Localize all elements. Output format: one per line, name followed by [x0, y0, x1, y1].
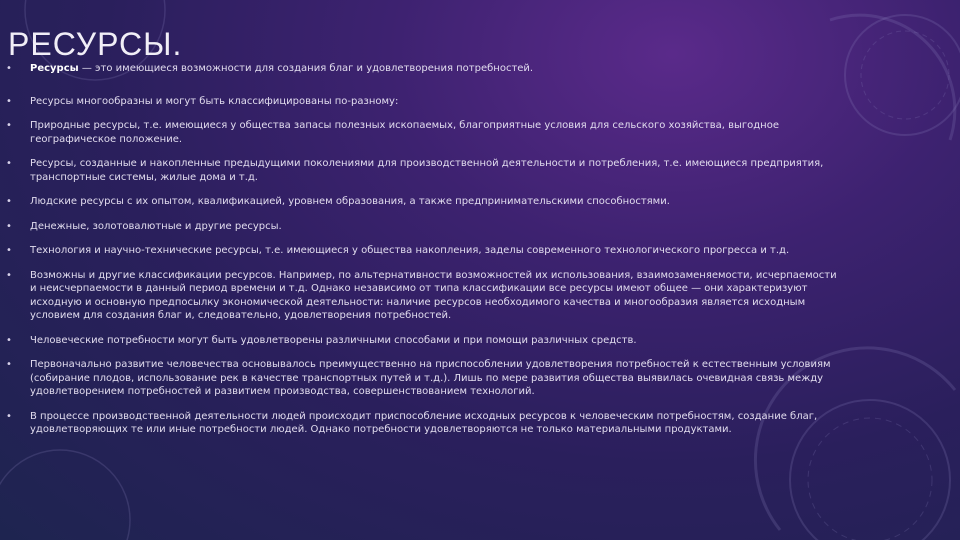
- bullet-icon: •: [6, 158, 12, 169]
- bullet-text: Возможны и другие классификации ресурсов. Например, по альтернативности возможностей их использования, взаимозаменяемости, исчерпаемости и неисчерпаемости в данный период времени и т.д. Однако независимо от типа классификации все ресурсы имеют общее — они характеризуют исходную и основную предпосылку экономической деятельности: наличие ресурсов необходимого качества и многообразия является исходным условием для создания благ и, следовательно, удовлетворения потребностей.: [30, 269, 837, 321]
- bullet-item: [6, 410, 844, 437]
- bullet-text: Людские ресурсы с их опытом, квалификацией, уровнем образования, а также предпринимательскими способностями.: [30, 196, 670, 207]
- bullet-item: [6, 95, 844, 109]
- bullet-item: [6, 358, 844, 399]
- bullet-icon: •: [6, 95, 12, 107]
- bullet-icon: •: [6, 245, 12, 256]
- bullet-item: [6, 62, 844, 76]
- deco-ring-bottom-left: [0, 450, 130, 540]
- bullet-icon: •: [6, 120, 12, 131]
- bullet-text: Природные ресурсы, т.е. имеющиеся у общества запасы полезных ископаемых, благоприятные условия для сельского хозяйства, выгодное географическое положение.: [30, 120, 779, 145]
- bullet-item: [6, 157, 844, 184]
- slide-title: РЕСУРСЫ.: [8, 26, 183, 62]
- bullet-item: [6, 269, 844, 323]
- bullet-icon: •: [6, 63, 12, 74]
- bullet-text: Ресурсы, созданные и накопленные предыдущими поколениями для производственной деятельности и потребления, т.е. имеющиеся предприятия, транспортные системы, жилые дома и т.д.: [30, 158, 824, 183]
- deco-ring-top-right-inner: [861, 31, 949, 119]
- bullet-item: [6, 119, 844, 146]
- bullet-item: [6, 220, 844, 234]
- bullet-text: Денежные, золотовалютные и другие ресурсы.: [30, 220, 282, 232]
- bullet-icon: •: [6, 196, 12, 207]
- bullet-icon: •: [6, 410, 12, 422]
- deco-ring-top-right: [845, 15, 960, 135]
- bullet-item: [6, 244, 844, 258]
- bullet-text: Ресурсы многообразны и могут быть классифицированы по-разному:: [30, 95, 399, 107]
- bullet-item: [6, 195, 844, 209]
- bullet-icon: •: [6, 334, 12, 346]
- bullet-text: Человеческие потребности могут быть удовлетворены различными способами и при помощи различных средств.: [30, 334, 637, 346]
- deco-arc-top-right: [830, 15, 955, 140]
- bullet-list: [6, 62, 844, 437]
- bullet-icon: •: [6, 359, 12, 370]
- bullet-text: — это имеющиеся возможности для создания благ и удовлетворения потребностей.: [78, 63, 534, 74]
- bullet-text: В процессе производственной деятельности людей происходит приспособление исходных ресурсов к человеческим потребностям, создание благ, удовлетворяющих те или иные потребности людей. Однако потребности удовлетворяются не только материальными продуктами.: [30, 410, 818, 435]
- bullet-icon: •: [6, 269, 12, 281]
- bullet-text: Первоначально развитие человечества основывалось преимущественно на приспособлении удовлетворения потребностей к естественным условиям (собирание плодов, использование рек в качестве транспортных путей и т.д.). Лишь по мере развития общества выявилась очевидная связь между удовлетворением потребностей и развитием производства, совершенствованием технологий.: [30, 359, 831, 397]
- bullet-bold: Ресурсы: [30, 63, 79, 74]
- bullet-icon: •: [6, 220, 12, 232]
- bullet-item: [6, 334, 844, 348]
- bullet-text: Технология и научно-технические ресурсы, т.е. имеющиеся у общества накопления, заделы современного технологического прогресса и т.д.: [30, 245, 790, 256]
